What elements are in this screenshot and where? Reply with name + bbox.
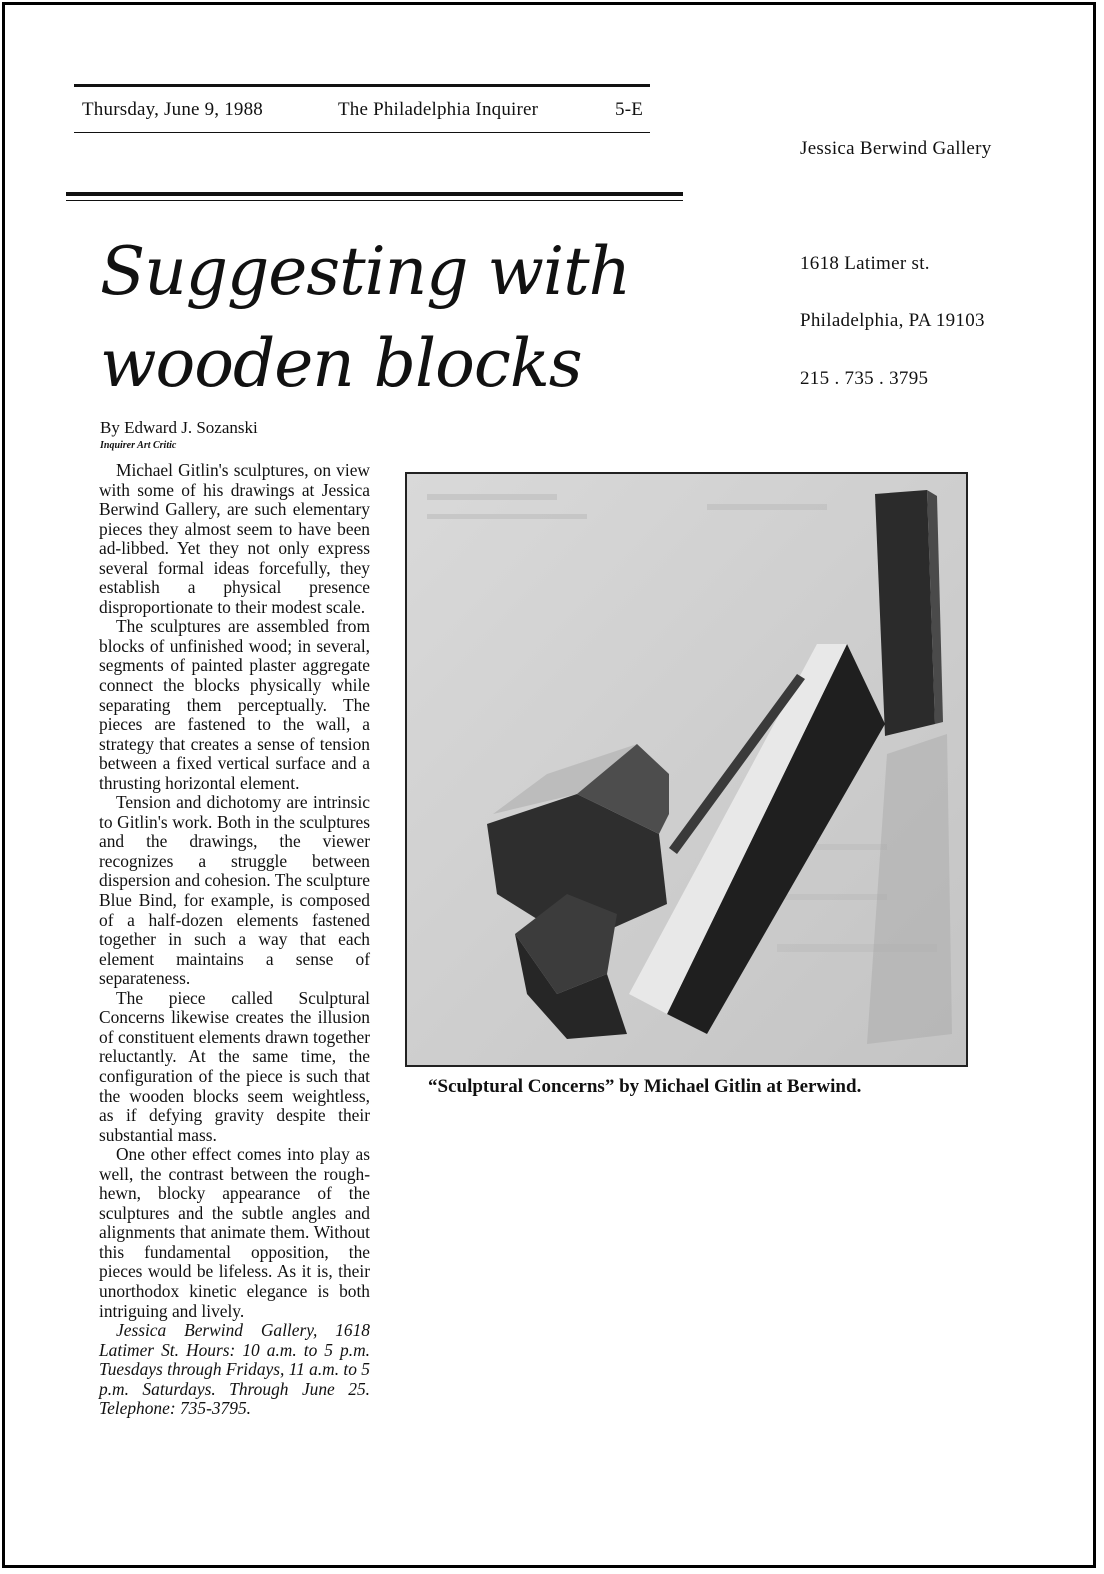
photo-caption: “Sculptural Concerns” by Michael Gitlin at Berwind. [428,1076,862,1097]
masthead [82,99,650,125]
article-paragraph: One other effect comes into play as well, the contrast between the rough-hewn, blocky appearance of the sculptures and the subtle angles and alignments that animate them. Without this fundamental opposition, the pieces would be lifeless. As it is, their unorthodox kinetic elegance is both intriguing and lively. [99,1144,370,1321]
sculpture-photo [405,472,968,1067]
article-body [99,461,370,1419]
article-paragraph: The piece called Sculptural Concerns likewise creates the illusion of constituent elements drawn together reluctantly. At the same time, the configuration of the piece is such that the wooden blocks seem weightless, as if defying gravity despite their substantial mass. [99,987,370,1145]
masthead-paper: The Philadelphia Inquirer [338,99,539,120]
gallery-street: 1618 Latimer st. [800,253,930,274]
article-paragraph: Tension and dichotomy are intrinsic to Gitlin's work. Both in the sculptures and the drawings, the viewer recognizes a struggle between dispersion and cohesion. The sculpture Blue Bind, for example, is composed of a half-dozen elements fastened together in such a way that each element maintains a sense of separateness. [99,792,370,989]
sculpture-image [407,474,966,1065]
headline [100,226,700,410]
gallery-info: Jessica Berwind Gallery, 1618 Latimer St. Hours: 10 a.m. to 5 p.m. Tuesdays through Fridays, 11 a.m. to 5 p.m. Saturdays. Through June 25. Telephone: 735-3795. [99,1320,371,1419]
article-paragraph: Michael Gitlin's sculptures, on view with some of his drawings at Jessica Berwind Gallery, are such elementary pieces they almost seem to have been ad-libbed. Yet they not only express several formal ideas forcefully, they establish a physical presence disproportionate to their modest scale. [99,460,370,617]
byline: By Edward J. Sozanski [100,418,258,437]
masthead-page: 5-E [615,99,644,120]
gallery-city: Philadelphia, PA 19103 [800,310,985,331]
headline-rule-thin [66,200,683,201]
masthead-bottom-rule [74,132,650,133]
headline-line-1: Suggesting with [100,233,631,310]
masthead-top-rule [74,84,650,87]
masthead-date: Thursday, June 9, 1988 [82,99,264,120]
gallery-phone: 215 . 735 . 3795 [800,368,929,389]
headline-rule-thick [66,192,683,196]
article-paragraph: The sculptures are assembled from blocks of unfinished wood; in several, segments of painted plaster aggregate connect the blocks physically while separating them perceptually. The pieces are fastened to the wall, a strategy that creates a sense of tension between a fixed vertical surface and a thrusting horizontal element. [99,616,370,793]
headline-line-2: wooden blocks [100,325,582,402]
byline-credit: Inquirer Art Critic [100,440,177,451]
gallery-name: Jessica Berwind Gallery [800,138,992,159]
